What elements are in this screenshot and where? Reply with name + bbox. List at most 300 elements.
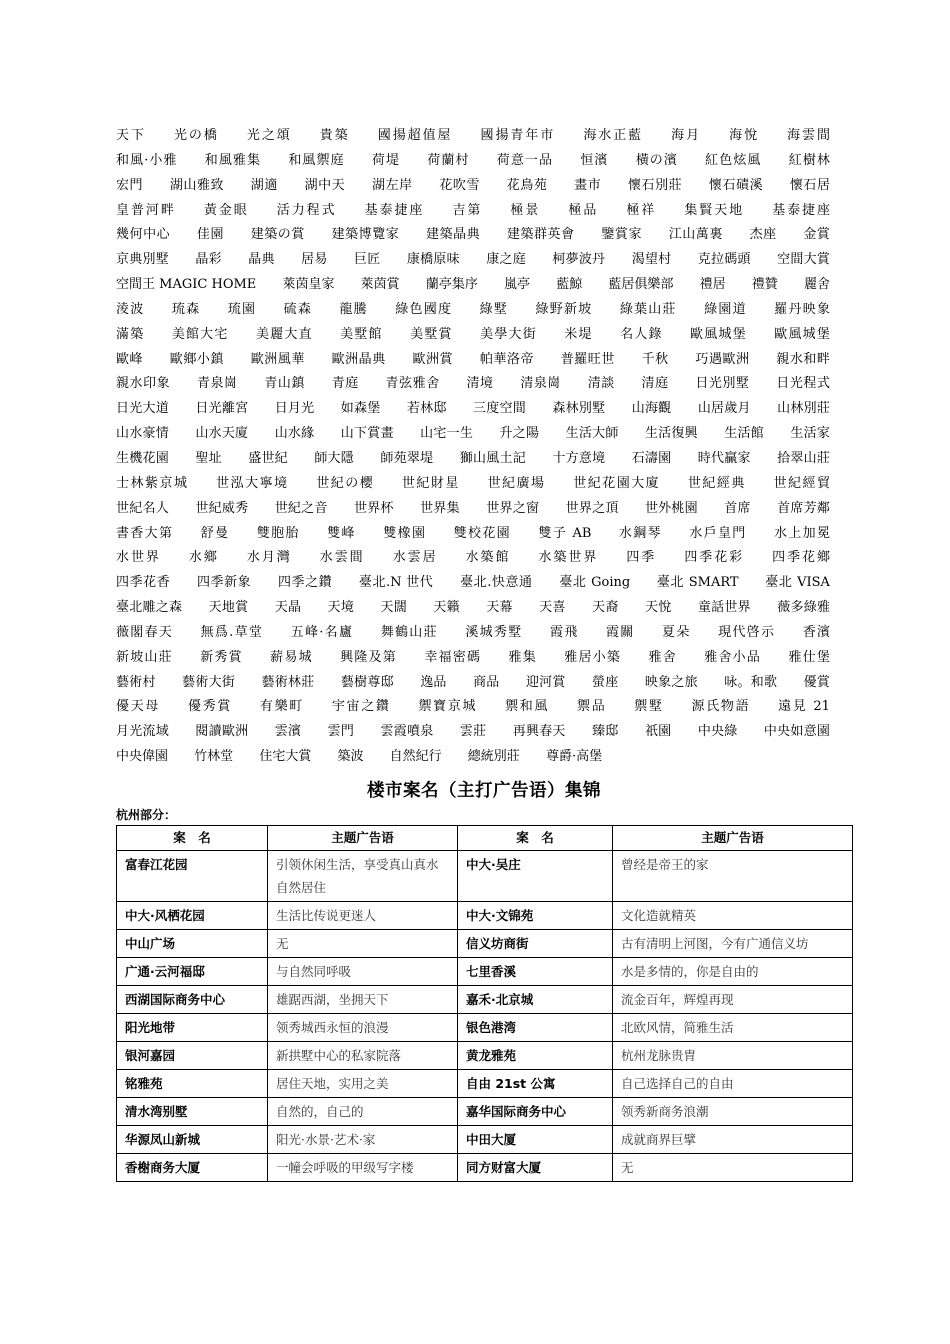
project-name: 山下賞畫 xyxy=(340,426,394,442)
project-name: 聖址 xyxy=(195,450,222,466)
project-name: 臺北 VISA xyxy=(765,575,830,591)
project-name: 獅山風土記 xyxy=(459,450,526,466)
project-name: 日月光 xyxy=(274,401,315,417)
project-name: 再興春天 xyxy=(512,724,566,740)
project-name: 康橋原味 xyxy=(406,252,460,268)
project-name: 天晶 xyxy=(274,600,302,616)
project-name: 藍鯨 xyxy=(556,277,583,293)
project-name: 雲莊 xyxy=(459,724,487,740)
project-name: 藍居俱樂部 xyxy=(608,277,674,293)
project-name: 天籟 xyxy=(433,600,460,616)
project-name-cell: 清水湾别墅 xyxy=(117,1097,268,1125)
project-name: 海雲間 xyxy=(787,128,830,143)
slogan-cell: 古有清明上河图，今有广通信义坊 xyxy=(613,929,853,957)
project-name: 雲門 xyxy=(327,724,355,740)
document-page xyxy=(116,124,852,1182)
project-name: 溪城秀墅 xyxy=(465,624,523,640)
project-name: 天裔 xyxy=(592,600,619,616)
project-name: 懷石磧溪 xyxy=(708,177,764,193)
project-name: 米堤 xyxy=(564,326,593,342)
project-name: 清境 xyxy=(466,376,494,392)
project-name: 海水正藍 xyxy=(583,128,644,143)
project-name: 山水天廈 xyxy=(195,426,249,442)
project-name: 日光別墅 xyxy=(695,376,750,392)
project-name: 雅集 xyxy=(508,649,537,665)
project-name: 雲霞噴泉 xyxy=(380,724,434,740)
project-name: 極品 xyxy=(568,202,599,218)
project-name: 首席 xyxy=(724,500,751,516)
project-name: 四季花香 xyxy=(116,575,171,591)
project-name: 臺北雕之森 xyxy=(116,600,183,616)
project-name: 晶典 xyxy=(248,252,275,268)
project-name: 螢座 xyxy=(592,674,619,690)
project-name: 十方意境 xyxy=(552,450,606,466)
project-name: 世外桃園 xyxy=(644,500,698,516)
project-name: 森林別墅 xyxy=(552,401,606,417)
project-name: 遠見 21 xyxy=(778,699,830,715)
project-name: 師苑翠堤 xyxy=(380,450,434,466)
project-name: 山海觀 xyxy=(631,401,672,417)
project-name: 禮贊 xyxy=(751,277,778,293)
project-name: 臺北.快意通 xyxy=(460,575,533,591)
project-name: 綠色國度 xyxy=(395,301,453,317)
project-name: 帕華洛帝 xyxy=(479,351,535,367)
table-row xyxy=(117,850,853,901)
project-name: 紅樹林 xyxy=(788,152,830,168)
slogan-cell: 曾经是帝王的家 xyxy=(613,850,853,901)
project-name: 藝術林莊 xyxy=(261,674,315,690)
slogan-table xyxy=(116,825,853,1182)
project-name: 中央偉園 xyxy=(116,749,169,765)
project-name: 世紀花園大廈 xyxy=(573,475,661,491)
project-name: 山林別莊 xyxy=(777,401,830,417)
project-name: 中央綠 xyxy=(697,724,738,740)
project-name: 臺北 SMART xyxy=(656,575,739,591)
project-name: 羅丹映象 xyxy=(774,301,830,317)
project-name: 藝術村 xyxy=(116,674,156,690)
slogan-cell: 领秀新商务浪潮 xyxy=(613,1097,853,1125)
project-name: 千秋 xyxy=(641,351,669,367)
project-name: 紅色炫風 xyxy=(705,152,762,168)
project-name: 名人錄 xyxy=(620,326,663,342)
table-row xyxy=(117,957,853,985)
project-name: 源氏物語 xyxy=(691,699,751,715)
project-name: 世紀之音 xyxy=(274,500,328,516)
project-name: 首席芳鄰 xyxy=(777,500,830,516)
project-name: 竹林堂 xyxy=(194,749,234,765)
project-name: 世紀財星 xyxy=(401,475,460,491)
project-name: 青弦雅舍 xyxy=(385,376,440,392)
project-name: 雙胞胎 xyxy=(256,525,300,541)
table-row xyxy=(117,1013,853,1041)
project-name: 和風禦庭 xyxy=(288,152,345,168)
page-title: 楼市案名（主打广告语）集锦 xyxy=(367,780,601,801)
project-name: 歐風城堡 xyxy=(690,326,747,342)
project-name: 綠野新坡 xyxy=(535,301,593,317)
project-name: 盛世紀 xyxy=(248,450,288,466)
project-name: 親水印象 xyxy=(116,376,171,392)
project-name-cell: 中大·风栖花园 xyxy=(117,901,268,929)
project-name-cell: 阳光地带 xyxy=(117,1013,268,1041)
project-name: 水鋼琴 xyxy=(618,525,662,541)
project-name: 活力程式 xyxy=(276,202,337,218)
project-name: 世紀名人 xyxy=(116,500,169,516)
project-name: 山居歲月 xyxy=(697,401,751,417)
project-name: 天境 xyxy=(327,600,355,616)
project-name: 禦寶京城 xyxy=(418,699,478,715)
project-name-cell: 富春江花园 xyxy=(117,850,268,901)
slogan-cell: 无 xyxy=(613,1153,853,1181)
slogan-cell: 流金百年，辉煌再现 xyxy=(613,985,853,1013)
project-name: 青山鎮 xyxy=(264,376,306,392)
project-name: 生活大師 xyxy=(565,426,619,442)
slogan-cell: 生活比传说更迷人 xyxy=(268,901,458,929)
project-name: 雙橡園 xyxy=(383,525,427,541)
project-name: 霞飛 xyxy=(549,624,579,640)
project-name: 吉第 xyxy=(452,202,483,218)
project-name: 基泰捷座 xyxy=(772,202,830,218)
project-name: 逸品 xyxy=(420,674,447,690)
slogan-cell: 新拱墅中心的私家院落 xyxy=(268,1041,458,1069)
header-slogan-2: 主题广告语 xyxy=(613,825,853,850)
project-name: 水築館 xyxy=(465,550,511,566)
project-name: 克拉碼頭 xyxy=(697,252,751,268)
project-name: 臺北.N 世代 xyxy=(358,575,434,591)
project-name: 山水緣 xyxy=(274,426,315,442)
project-name: 金賞 xyxy=(803,227,830,243)
project-name: 世界之頂 xyxy=(565,500,619,516)
project-name: 總統別莊 xyxy=(467,749,520,765)
project-name: 霞關 xyxy=(606,624,635,640)
project-name: 天地賞 xyxy=(208,600,249,616)
slogan-cell: 雄踞西湖，坐拥天下 xyxy=(268,985,458,1013)
project-name: 花鳥苑 xyxy=(506,177,548,193)
table-row xyxy=(117,1097,853,1125)
project-name: 花吹雪 xyxy=(439,177,481,193)
table-row xyxy=(117,1041,853,1069)
header-slogan: 主题广告语 xyxy=(268,825,458,850)
project-name-cell: 西湖国际商务中心 xyxy=(117,985,268,1013)
project-name: 杰座 xyxy=(749,227,777,243)
project-name: 淩波 xyxy=(116,301,145,317)
project-name: 夏朵 xyxy=(662,624,691,640)
project-name: 美墅館 xyxy=(340,326,383,342)
project-name: 雙子 AB xyxy=(538,525,592,541)
project-name: 尊爵·高堡 xyxy=(545,749,603,765)
header-project-name: 案 名 xyxy=(117,825,268,850)
project-name: 美館大宅 xyxy=(171,326,229,342)
project-name: 師大隱 xyxy=(314,450,355,466)
project-name: 水築世界 xyxy=(538,550,599,566)
project-name: 有樂町 xyxy=(259,699,304,715)
project-name: 建築群英會 xyxy=(506,227,575,243)
project-name: 巨匠 xyxy=(353,252,381,268)
project-name: 中央如意園 xyxy=(763,724,830,740)
slogan-cell: 水是多情的，你是自由的 xyxy=(613,957,853,985)
project-name: 日光大道 xyxy=(116,401,169,417)
project-name: 優天母 xyxy=(116,699,161,715)
project-name: 閱讀歐洲 xyxy=(195,724,249,740)
slogan-cell: 自然的，自己的 xyxy=(268,1097,458,1125)
project-name: 石濤園 xyxy=(631,450,672,466)
project-name: 雅舍小品 xyxy=(704,649,762,665)
table-row xyxy=(117,1153,853,1181)
project-name: 雲濱 xyxy=(274,724,302,740)
project-name: 龍騰 xyxy=(339,301,368,317)
project-name: 海月 xyxy=(671,128,702,143)
project-name: 湖左岸 xyxy=(371,177,413,193)
project-name: 柯夢波丹 xyxy=(552,252,606,268)
project-name: 自然紀行 xyxy=(389,749,442,765)
project-name: 書香大第 xyxy=(116,525,174,541)
project-name: 建築博覽家 xyxy=(331,227,400,243)
project-name: 歐洲風華 xyxy=(250,351,305,367)
project-name: 和風雅集 xyxy=(204,152,262,168)
project-name: 集賢天地 xyxy=(684,202,745,218)
project-name: 琉園 xyxy=(227,301,257,317)
project-name: 生活家 xyxy=(790,426,830,442)
table-row xyxy=(117,901,853,929)
project-name: 橫の濱 xyxy=(635,152,678,168)
project-name: 和風·小雅 xyxy=(116,152,178,168)
project-name: 晶彩 xyxy=(195,252,222,268)
project-name: 親水和畔 xyxy=(776,351,830,367)
project-name: 普羅旺世 xyxy=(560,351,615,367)
project-name: 水月灣 xyxy=(246,550,292,566)
project-name: 清庭 xyxy=(641,376,669,392)
project-name: 恒濱 xyxy=(580,152,609,168)
project-name: 咏。和歌 xyxy=(724,674,778,690)
project-name-cell: 华源凤山新城 xyxy=(117,1125,268,1153)
project-name: 滿築 xyxy=(116,326,145,342)
project-name: 商品 xyxy=(473,674,500,690)
project-name: 舞鶴山莊 xyxy=(380,624,438,640)
project-name: 歐洲晶典 xyxy=(331,351,386,367)
project-name: 世紀經典 xyxy=(687,475,746,491)
project-name: 月光流域 xyxy=(116,724,169,740)
project-name: 天闊 xyxy=(380,600,408,616)
project-name: 青泉崗 xyxy=(196,376,238,392)
project-name: 海悅 xyxy=(729,128,760,143)
project-name: 時代贏家 xyxy=(697,450,751,466)
project-name: 湖山雅致 xyxy=(169,177,225,193)
project-name: 荷蘭村 xyxy=(427,152,470,168)
project-name: 世界杯 xyxy=(354,500,394,516)
table-row xyxy=(117,929,853,957)
project-name: 水上加冕 xyxy=(774,525,830,541)
project-name: 極祥 xyxy=(626,202,657,218)
slogan-cell: 领秀城西永恒的浪漫 xyxy=(268,1013,458,1041)
project-name: 天悅 xyxy=(644,600,672,616)
project-name: 山宅一生 xyxy=(420,426,474,442)
project-name: 青庭 xyxy=(331,376,359,392)
project-name: 綠墅 xyxy=(479,301,509,317)
project-name-cell: 自由 21st 公寓 xyxy=(458,1069,613,1097)
project-name: 禮居 xyxy=(699,277,726,293)
project-name-cell: 七里香溪 xyxy=(458,957,613,985)
project-name: 懷石別莊 xyxy=(627,177,683,193)
project-name-cell: 嘉禾·北京城 xyxy=(458,985,613,1013)
project-name: 薇閣春天 xyxy=(116,624,174,640)
project-name: 藝術大街 xyxy=(182,674,236,690)
project-name: 生機花園 xyxy=(116,450,169,466)
project-name: 四季新象 xyxy=(196,575,252,591)
project-name: 皇普河畔 xyxy=(116,202,176,218)
project-name: 現代啓示 xyxy=(718,624,776,640)
project-name: 荷意一品 xyxy=(496,152,554,168)
project-name: 山水豪情 xyxy=(116,426,169,442)
project-name: 美學大街 xyxy=(480,326,537,342)
project-name: 水世界 xyxy=(116,550,161,566)
project-name: 世界集 xyxy=(420,500,460,516)
project-name: 基泰捷座 xyxy=(364,202,425,218)
project-name: 天幕 xyxy=(486,600,513,616)
project-name: 童話世界 xyxy=(697,600,751,616)
project-name: 優賞 xyxy=(803,674,830,690)
project-name-list xyxy=(116,124,852,770)
project-name: 祇園 xyxy=(644,724,672,740)
project-name: 雅居小築 xyxy=(564,649,622,665)
project-name: 荷堤 xyxy=(371,152,401,168)
project-name: 宇宙之鑽 xyxy=(331,699,391,715)
project-name: 幾何中心 xyxy=(116,227,171,243)
project-name: 萊茵賞 xyxy=(360,277,400,293)
project-name: 住宅大賞 xyxy=(259,749,312,765)
project-name: 舒曼 xyxy=(200,525,230,541)
project-name: 建築の賞 xyxy=(250,227,305,243)
project-name: 薪易城 xyxy=(270,649,313,665)
project-name: 雅仕堡 xyxy=(788,649,830,665)
project-name: 國揚超值屋 xyxy=(377,128,453,143)
project-name: 三度空間 xyxy=(473,401,526,417)
slogan-cell: 无 xyxy=(268,929,458,957)
project-name-cell: 铭雅苑 xyxy=(117,1069,268,1097)
project-name-cell: 中山广场 xyxy=(117,929,268,957)
project-name: 優秀賞 xyxy=(187,699,233,715)
project-name: 康之庭 xyxy=(486,252,526,268)
project-name: 清泉崗 xyxy=(520,376,561,392)
project-name: 幸福密碼 xyxy=(424,649,482,665)
project-name: 貴築 xyxy=(319,128,350,143)
slogan-cell: 与自然同呼吸 xyxy=(268,957,458,985)
project-name: 湖適 xyxy=(250,177,278,193)
project-name: 佳園 xyxy=(196,227,224,243)
project-name: 嵐亭 xyxy=(504,277,531,293)
project-name-cell: 信义坊商街 xyxy=(458,929,613,957)
project-name: 蘭亭集序 xyxy=(425,277,478,293)
project-name-cell: 银色港湾 xyxy=(458,1013,613,1041)
project-name-cell: 银河嘉园 xyxy=(117,1041,268,1069)
project-name: 天下 xyxy=(116,128,146,143)
project-name: 雙校花園 xyxy=(453,525,511,541)
project-name: 日光離宮 xyxy=(195,401,249,417)
project-name: 世泓大寧境 xyxy=(216,475,289,491)
project-name-cell: 广通·云河福邸 xyxy=(117,957,268,985)
project-name: 四季花彩 xyxy=(684,550,745,566)
project-name: 宏門 xyxy=(116,177,144,193)
project-name: 麗舍 xyxy=(803,277,830,293)
slogan-cell: 自己选择自己的自由 xyxy=(613,1069,853,1097)
project-name: 臺北 Going xyxy=(559,575,631,591)
table-row xyxy=(117,985,853,1013)
project-name: 若林邸 xyxy=(406,401,447,417)
project-name: 水雲間 xyxy=(319,550,365,566)
project-name: 世界之窗 xyxy=(486,500,540,516)
slogan-cell: 阳光·水景·艺术·家 xyxy=(268,1125,458,1153)
project-name-cell: 黄龙雅苑 xyxy=(458,1041,613,1069)
project-name: 四季 xyxy=(626,550,657,566)
project-name-cell: 中大·文锦苑 xyxy=(458,901,613,929)
project-name: 江山萬裏 xyxy=(668,227,723,243)
project-name: 巧遇歐洲 xyxy=(695,351,750,367)
project-name: 世紀經貿 xyxy=(773,475,830,491)
slogan-cell: 杭州龙脉贵胄 xyxy=(613,1041,853,1069)
slogan-cell: 北欧风情，简雅生活 xyxy=(613,1013,853,1041)
project-name: 禦品 xyxy=(577,699,607,715)
project-name: 黃金眼 xyxy=(203,202,249,218)
slogan-cell: 居住天地，实用之美 xyxy=(268,1069,458,1097)
project-name: 清談 xyxy=(587,376,615,392)
project-name: 硫森 xyxy=(283,301,313,317)
project-name: 萊茵皇家 xyxy=(282,277,335,293)
project-name: 極景 xyxy=(510,202,541,218)
project-name: 空間大賞 xyxy=(777,252,830,268)
table-row xyxy=(117,1069,853,1097)
section-heading-hangzhou: 杭州部分： xyxy=(116,807,177,822)
slogan-cell: 引领休闲生活，享受真山真水自然居住 xyxy=(268,850,458,901)
project-name: 湖中天 xyxy=(304,177,346,193)
project-name: 畫市 xyxy=(574,177,602,193)
project-name: 國揚青年市 xyxy=(480,128,556,143)
project-name: 渴望村 xyxy=(631,252,672,268)
project-name: 升之陽 xyxy=(499,426,540,442)
project-name: 四季花鄉 xyxy=(772,550,830,566)
project-name: 空間王 MAGIC HOME xyxy=(116,277,257,293)
project-name: 京典別墅 xyxy=(116,252,169,268)
slogan-cell: 成就商界巨擘 xyxy=(613,1125,853,1153)
project-name: 雙峰 xyxy=(327,525,356,541)
project-name: 歐洲賞 xyxy=(412,351,454,367)
project-name: 新秀賞 xyxy=(200,649,243,665)
project-name: 香濱 xyxy=(802,624,830,640)
project-name: 日光程式 xyxy=(776,376,830,392)
project-name: 天喜 xyxy=(539,600,566,616)
project-name-cell: 香榭商务大厦 xyxy=(117,1153,268,1181)
project-name: 水鄉 xyxy=(188,550,219,566)
project-name: 光の橋 xyxy=(173,128,219,143)
project-name: 歐鄉小鎮 xyxy=(169,351,224,367)
project-name: 藝樹尊邸 xyxy=(340,674,394,690)
project-name: 世紀の櫻 xyxy=(316,475,375,491)
project-name: 士林紫京城 xyxy=(116,475,189,491)
project-name: 世紀威秀 xyxy=(195,500,249,516)
project-name: 禦墅 xyxy=(634,699,664,715)
project-name: 綠園道 xyxy=(704,301,747,317)
project-name: 五峰·名廬 xyxy=(290,624,354,640)
project-name-cell: 嘉华国际商务中心 xyxy=(458,1097,613,1125)
project-name-cell: 同方财富大厦 xyxy=(458,1153,613,1181)
project-name: 興隆及第 xyxy=(340,649,397,665)
project-name: 歐風城堡 xyxy=(774,326,830,342)
project-name: 四季之鑽 xyxy=(277,575,333,591)
project-name: 懷石居 xyxy=(789,177,830,193)
project-name: 世紀廣場 xyxy=(487,475,546,491)
project-name: 拾翠山莊 xyxy=(777,450,830,466)
project-name: 新坡山莊 xyxy=(116,649,173,665)
project-name: 無爲.草堂 xyxy=(200,624,264,640)
project-name: 綠葉山莊 xyxy=(619,301,677,317)
slogan-cell: 文化造就精英 xyxy=(613,901,853,929)
